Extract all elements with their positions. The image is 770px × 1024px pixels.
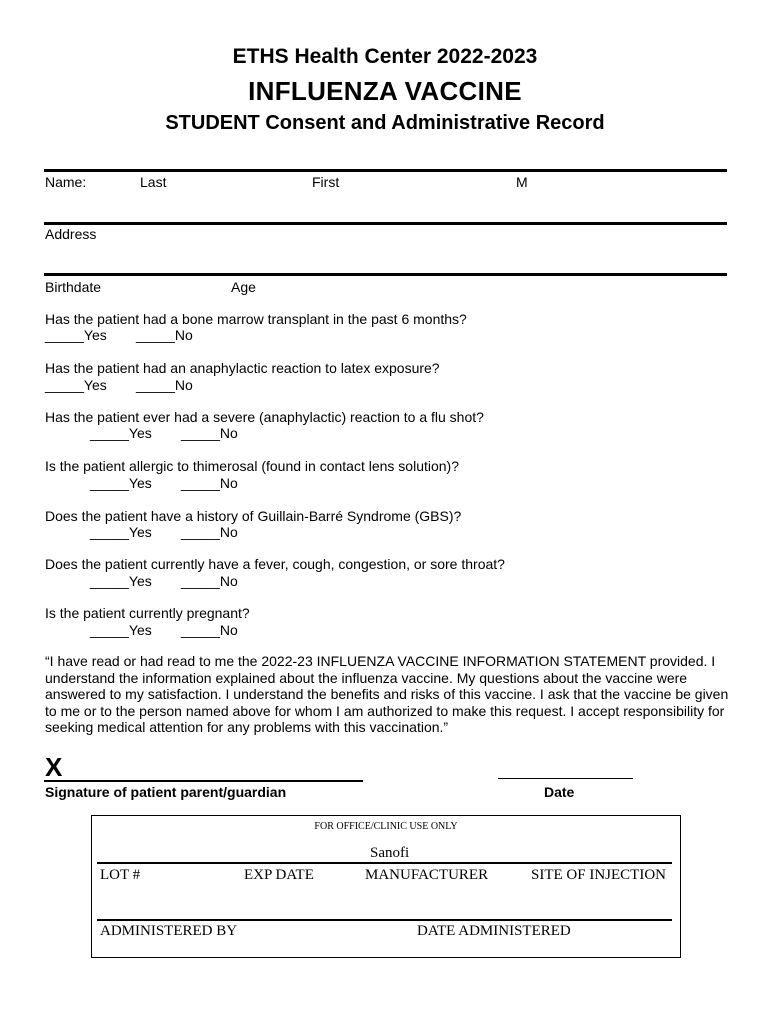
date-label: Date — [544, 784, 575, 800]
form-org-title: ETHS Health Center 2022-2023 — [232, 45, 538, 68]
name-top-rule — [44, 169, 727, 172]
flu-shot-reaction-no[interactable]: _____No — [181, 425, 238, 441]
question-thimerosal: Is the patient allergic to thimerosal (found in contact lens solution)? — [45, 458, 460, 474]
consent-statement: “I have read or had read to me the 2022-23 INFLUENZA VACCINE INFORMATION STATEMENT provided. I understand the information explained about the influenza vaccine. My questions about the vaccine were answered to my satisfaction. I understand the benefits and risks of this vaccine. I ask that the vaccine be given to me or to the person named above for whom I am authorized to make this request. I accept responsibility for seeking medical attention for any problems with this vaccination.” — [45, 653, 729, 735]
name-label: Name: — [45, 174, 87, 190]
latex-yes[interactable]: _____Yes — [45, 377, 107, 393]
office-rule-1 — [97, 862, 672, 864]
fever-yes[interactable]: _____Yes — [90, 573, 152, 589]
age-field[interactable]: Age — [231, 279, 256, 295]
latex-no[interactable]: _____No — [136, 377, 193, 393]
birthdate-top-rule — [44, 273, 727, 276]
gbs-no[interactable]: _____No — [181, 524, 238, 540]
middle-initial-field[interactable]: M — [516, 174, 528, 190]
office-use-title: FOR OFFICE/CLINIC USE ONLY — [314, 821, 458, 832]
exp-date-field[interactable]: EXP DATE — [244, 867, 314, 883]
question-gbs: Does the patient have a history of Guillain-Barré Syndrome (GBS)? — [45, 508, 462, 524]
flu-shot-reaction-yes[interactable]: _____Yes — [90, 425, 152, 441]
last-name-field[interactable]: Last — [140, 174, 167, 190]
question-flu-shot-reaction: Has the patient ever had a severe (anaphylactic) reaction to a flu shot? — [45, 409, 484, 425]
thimerosal-no[interactable]: _____No — [181, 475, 238, 491]
question-pregnant: Is the patient currently pregnant? — [45, 605, 250, 621]
signature-label: Signature of patient parent/guardian — [45, 784, 287, 800]
bone-marrow-yes[interactable]: _____Yes — [45, 327, 107, 343]
date-line[interactable] — [498, 778, 633, 779]
thimerosal-yes[interactable]: _____Yes — [90, 475, 152, 491]
first-name-field[interactable]: First — [312, 174, 340, 190]
address-top-rule — [44, 222, 727, 225]
signature-mark: X — [45, 752, 63, 782]
question-bone-marrow: Has the patient had a bone marrow transplant in the past 6 months? — [45, 311, 467, 327]
fever-no[interactable]: _____No — [181, 573, 238, 589]
office-rule-2 — [97, 919, 672, 921]
bone-marrow-no[interactable]: _____No — [136, 327, 193, 343]
pregnant-yes[interactable]: _____Yes — [90, 622, 152, 638]
signature-line[interactable] — [44, 780, 363, 782]
lot-number-field[interactable]: LOT # — [100, 867, 141, 883]
pregnant-no[interactable]: _____No — [181, 622, 238, 638]
site-of-injection-field[interactable]: SITE OF INJECTION — [531, 867, 666, 883]
form-main-title: INFLUENZA VACCINE — [248, 76, 522, 106]
address-field[interactable]: Address — [45, 226, 97, 242]
date-administered-field[interactable]: DATE ADMINISTERED — [417, 923, 571, 939]
manufacturer-field[interactable]: MANUFACTURER — [365, 867, 489, 883]
question-fever: Does the patient currently have a fever, cough, congestion, or sore throat? — [45, 556, 505, 572]
birthdate-field[interactable]: Birthdate — [45, 279, 102, 295]
question-latex: Has the patient had an anaphylactic reaction to latex exposure? — [45, 360, 440, 376]
manufacturer-value: Sanofi — [370, 845, 410, 861]
form-subtitle: STUDENT Consent and Administrative Record — [165, 112, 605, 134]
administered-by-field[interactable]: ADMINISTERED BY — [100, 923, 238, 939]
gbs-yes[interactable]: _____Yes — [90, 524, 152, 540]
